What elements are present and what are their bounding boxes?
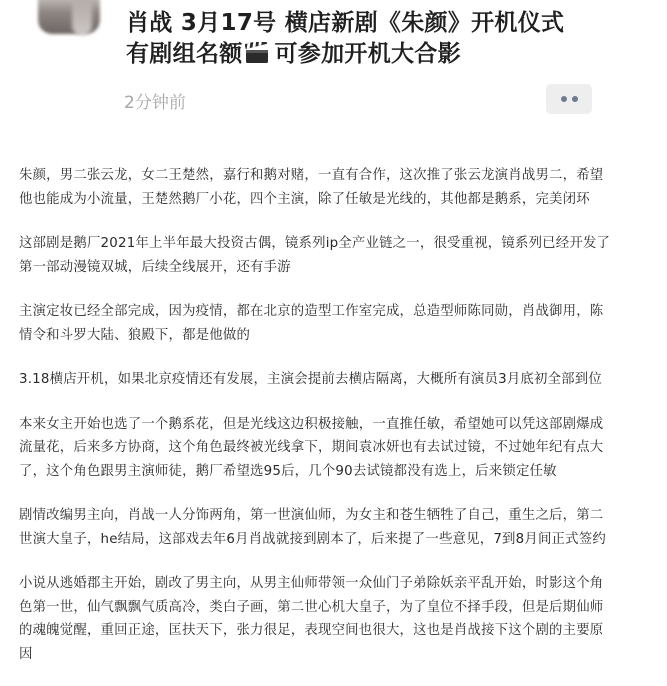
paragraph-line: 小说从逃婚郡主开始，剧改了男主向，从男主仙师带领一众仙门子弟除妖亲平乱开始，时影这个角: [19, 576, 604, 591]
paragraph-line: 流量花，后来多方协商，这个角色最终被光线拿下，期间袁冰妍也有去试过镜，不过她年纪有点大: [19, 440, 604, 455]
title-line-2: [126, 39, 646, 70]
clapperboard-icon: [245, 42, 269, 64]
paragraph-line: 情令和斗罗大陆、狼殿下，都是他做的: [19, 327, 251, 343]
paragraph: [19, 368, 649, 392]
paragraph-line: 世演大皇子，he结局，这部戏去年6月肖战就接到剧本了，后来提了一些意见，7到8月间正式签约: [19, 531, 606, 547]
post-title: [126, 8, 646, 70]
paragraph-line: 3.18横店开机，如果北京疫情还有发展，主演会提前去横店隔离，大概所有演员3月底初全部到位: [19, 372, 602, 387]
more-options-button[interactable]: [546, 84, 592, 114]
post-body: [19, 164, 649, 686]
more-dot-icon: [561, 96, 567, 102]
paragraph-line: 因: [19, 646, 33, 662]
paragraph-line: 本来女主开始也选了一个鹅系花，但是光线这边积极接触，一直推任敏，希望她可以凭这部剧爆成: [19, 416, 604, 432]
post-header: [0, 0, 667, 120]
paragraph-line: 色第一世，仙气飘飘气质高冷，类白子画，第二世心机大皇子，为了皇位不择手段，但是后期仙师: [19, 599, 604, 615]
post-time: 2分钟前: [124, 93, 186, 113]
paragraph: [19, 413, 649, 484]
title-line-2-text: 有剧组名额: [126, 41, 243, 67]
paragraph-line: 这部剧是鹅厂2021年上半年最大投资古偶，镜系列ip全产业链之一，很受重视，镜系列已经开发了: [19, 236, 611, 251]
paragraph-line: 的魂魄觉醒，重回正途，匡扶天下，张力很足，表现空间也很大，这也是肖战接下这个剧的主要原: [19, 623, 604, 638]
paragraph: [19, 300, 649, 347]
paragraph: [19, 164, 649, 211]
paragraph-line: 剧情改编男主向，肖战一人分饰两角，第一世演仙师，为女主和苍生牺牲了自己，重生之后，第二: [19, 508, 604, 523]
avatar-shade: [72, 0, 92, 36]
paragraph-line: 他也能成为小流量，王楚然鹅厂小花，四个主演，除了任敏是光线的，其他都是鹅系，完美闭环: [19, 191, 590, 207]
title-line-1: 肖战 3月17号 横店新剧《朱颜》开机仪式: [126, 10, 565, 36]
paragraph-line: 主演定妆已经全部完成，因为疫情，都在北京的造型工作室完成，总造型师陈同勋，肖战御用，陈: [19, 304, 604, 319]
paragraph: [19, 572, 649, 666]
paragraph-line: 朱颜，男二张云龙，女二王楚然，嘉行和鹅对赌，一直有合作，这次推了张云龙演肖战男二，希望: [19, 168, 604, 183]
more-dot-icon: [572, 96, 578, 102]
title-line-2-tail: 可参加开机大合影: [274, 41, 461, 67]
paragraph-line: 第一部动漫镜双城，后续全线展开，还有手游: [19, 259, 291, 275]
paragraph: [19, 504, 649, 551]
paragraph: [19, 232, 649, 279]
paragraph-line: 了，这个角色跟男主演师徒，鹅厂希望选95后，几个90去试镜都没有选上，后来锁定任敏: [19, 463, 557, 479]
